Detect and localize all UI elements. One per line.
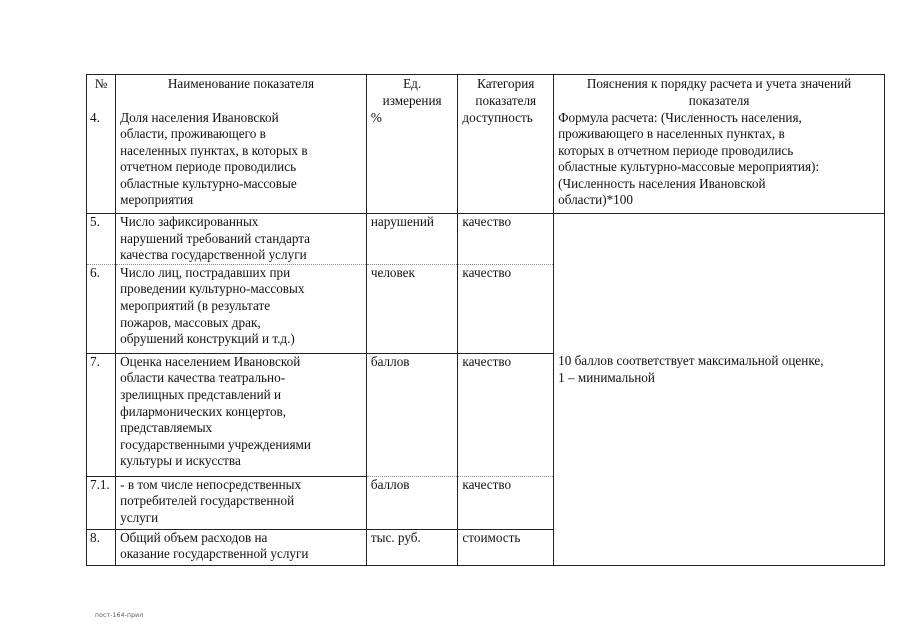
row-category: стоимость xyxy=(458,529,554,565)
row-name: Доля населения Ивановской области, проживающего в населенных пунктах, в которых в отчетном периоде проводились областные культурно-массовые мероприятия xyxy=(116,110,367,214)
row-category: качество xyxy=(458,476,554,529)
row-unit: % xyxy=(366,110,458,214)
row-explanation xyxy=(554,214,885,354)
row-name: Общий объем расходов на оказание государственной услуги xyxy=(116,529,367,565)
row-explanation: 10 баллов соответствует максимальной оценке, 1 – минимальной xyxy=(554,353,885,529)
row-num: 7. xyxy=(87,353,116,476)
row-unit: баллов xyxy=(366,353,458,476)
row-name: Число зафиксированных нарушений требований стандарта качества государственной услуги xyxy=(116,214,367,265)
header-row xyxy=(87,75,885,110)
header-category: Категория показателя xyxy=(458,75,554,110)
row-category: качество xyxy=(458,264,554,353)
row-num: 5. xyxy=(87,214,116,265)
table-row xyxy=(87,529,885,565)
row-num: 6. xyxy=(87,264,116,353)
row-unit: баллов xyxy=(366,476,458,529)
row-explanation xyxy=(554,529,885,565)
indicators-table xyxy=(86,74,885,566)
row-num: 7.1. xyxy=(87,476,116,529)
header-name: Наименование показателя xyxy=(116,75,367,110)
row-num: 8. xyxy=(87,529,116,565)
row-category: качество xyxy=(458,353,554,476)
table-row xyxy=(87,110,885,214)
row-unit: нарушений xyxy=(366,214,458,265)
row-category: качество xyxy=(458,214,554,265)
row-name: Оценка населением Ивановской области качества театрально- зрелищных представлений и филармонических концертов, представляемых государственными учреждениями культуры и искусства xyxy=(116,353,367,476)
table-row xyxy=(87,214,885,265)
table-row xyxy=(87,353,885,476)
row-num: 4. xyxy=(87,110,116,214)
row-unit: тыс. руб. xyxy=(366,529,458,565)
row-category: доступность xyxy=(458,110,554,214)
header-unit: Ед. измерения xyxy=(366,75,458,110)
row-name: - в том числе непосредственных потребителей государственной услуги xyxy=(116,476,367,529)
row-explanation: Формула расчета: (Численность населения, проживающего в населенных пунктах, в которых в отчетном периоде проводились областные культурно-массовые мероприятия): (Численность населения Ивановской области)*100 xyxy=(554,110,885,214)
header-explanation: Пояснения к порядку расчета и учета значений показателя xyxy=(554,75,885,110)
header-num: № xyxy=(87,75,116,110)
row-unit: человек xyxy=(366,264,458,353)
row-name: Число лиц, пострадавших при проведении культурно-массовых мероприятий (в результате пожаров, массовых драк, обрушений конструкций и т.д.) xyxy=(116,264,367,353)
footer-note: пост-164-прил xyxy=(95,612,144,619)
